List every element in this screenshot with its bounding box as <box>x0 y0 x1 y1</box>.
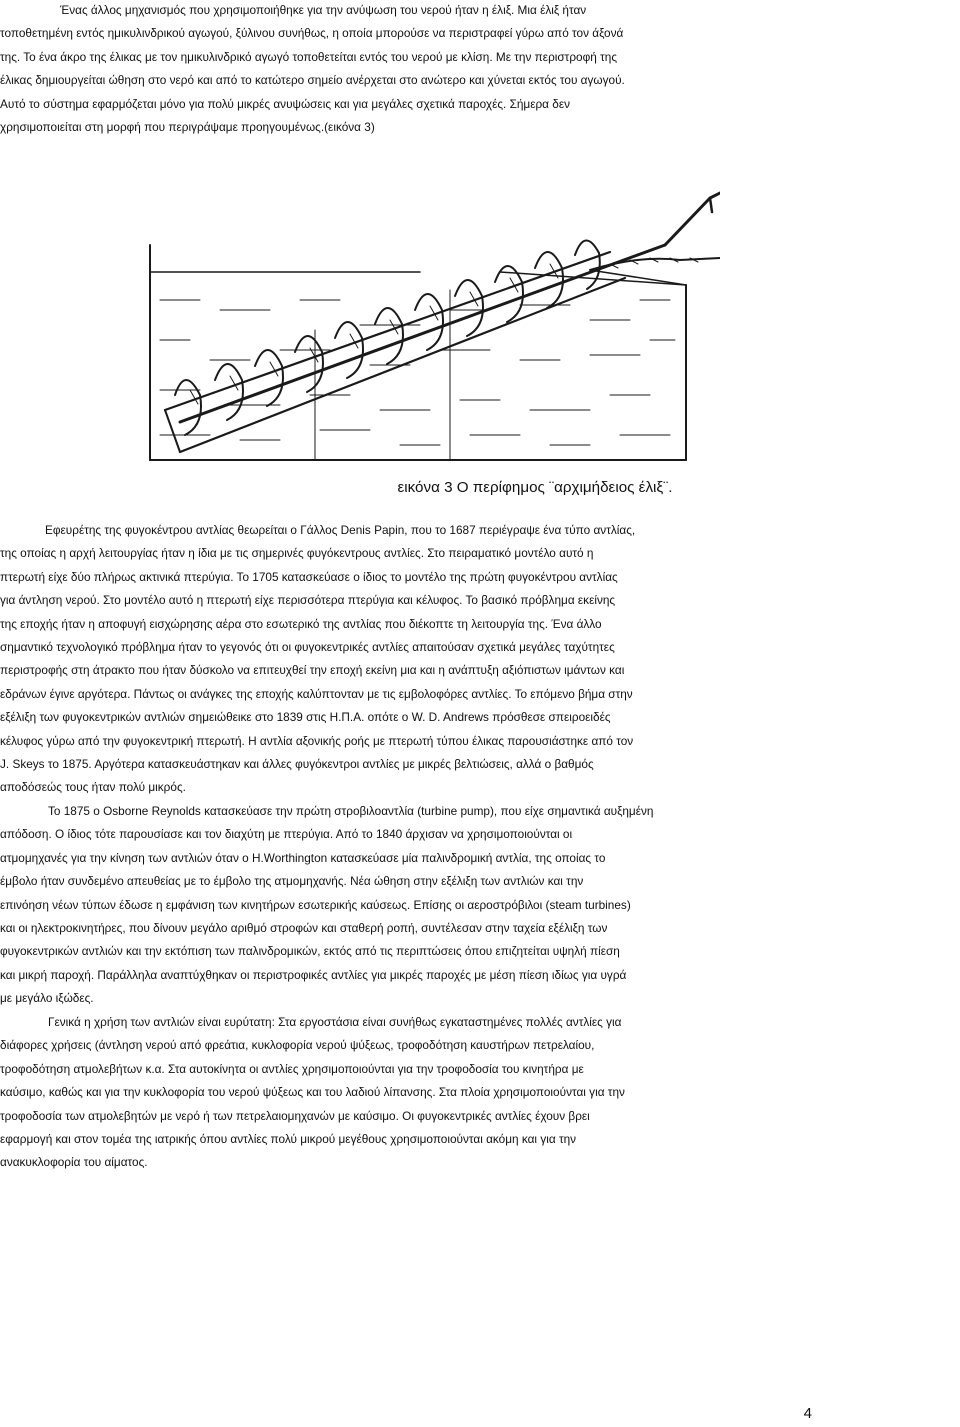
text-line: της. Το ένα άκρο της έλικας με τον ημικυλινδρικό αγωγό τοποθετείται εντός του νερού με κλίση. Με την περιστροφή της <box>0 49 618 64</box>
text-line: και μικρή παροχή. Παράλληλα αναπτύχθηκαν οι περιστροφικές αντλίες για μικρές παροχές με μέση πίεση ιδίως για υγρά <box>0 967 627 982</box>
text-line: Εφευρέτης της φυγοκέντρου αντλίας θεωρείται ο Γάλλος Denis Papin, που το 1687 περιέγραψε ένα τύπο αντλίας, <box>45 523 636 537</box>
text-line: Γενικά η χρήση των αντλιών είναι ευρύτατη: Στα εργοστάσια είναι συνήθως εγκαταστημένες πολλές αντλίες για <box>48 1015 622 1029</box>
text-line: εδράνων έγινε αργότερα. Πάντως οι ανάγκες της εποχής καλύπτονταν με τις εμβολοφόρες αντλίες. Το επόμενο βήμα στην <box>0 686 633 701</box>
archimedes-screw-drawing <box>120 160 720 478</box>
text-line: J. Skeys το 1875. Αργότερα κατασκευάστηκαν και άλλες φυγόκεντροι αντλίες με μικρές βελτιώσεις, αλλά ο βαθμός <box>0 757 594 772</box>
text-line: με μεγάλο ιξώδες. <box>0 991 94 1006</box>
text-line: επινόηση νέων τύπων έδωσε η εμφάνιση των κινητήρων εσωτερικής καύσεως. Επίσης οι αεροστρόβιλοι (steam turbines) <box>0 897 631 912</box>
text-line: για άντληση νερού. Στο μοντέλο αυτό η πτερωτή είχε περισσότερα πτερύγια και κέλυφος. Το βασικό πρόβλημα εκείνης <box>0 593 616 608</box>
text-line: ατμομηχανές για την κίνηση των αντλιών όταν ο H.Worthington κατασκεύασε μία παλινδρομική αντλία, της οποίας το <box>0 850 606 865</box>
uses-paragraph <box>0 1011 960 1175</box>
text-line: σημαντικό τεχνολογικό πρόβλημα ήταν το γεγονός ότι οι φυγοκεντρικές αντλίες απαιτούσαν σχετικά μεγάλες ταχύτητες <box>0 640 615 655</box>
text-line: έμβολο ήταν συνδεμένο απευθείας με το έμβολο της ατμομηχανής. Νέα ώθηση στην εξέλιξη των αντλιών και την <box>0 874 584 889</box>
text-line: απόδοση. Ο ίδιος τότε παρουσίασε και τον διαχύτη με πτερύγια. Από το 1840 άρχισαν να χρησιμοποιούνται οι <box>0 827 573 842</box>
text-line: της εποχής ήταν η αποφυγή εισχώρησης αέρα στο εσωτερικό της αντλίας που διέκοπτε τη λειτουργία της. Ένα άλλο <box>0 616 602 631</box>
text-line: κέλυφος γύρω από την φυγοκεντρική πτερωτή. Η αντλία αξονικής ροής με πτερωτή τύπου έλικας παρουσιάστηκε από τον <box>0 733 634 748</box>
text-line: της οποίας η αρχή λειτουργίας ήταν η ίδια με τις σημερινές φυγόκεντρους αντλίες. Στο πειραματικό μοντέλο αυτό η <box>0 546 594 561</box>
text-line: Το 1875 ο Osborne Reynolds κατασκεύασε την πρώτη στροβιλοαντλία (turbine pump), που είχε σημαντικά αυξημένη <box>48 804 654 818</box>
figure-caption: εικόνα 3 Ο περίφημος ¨αρχιμήδειος έλιξ¨. <box>397 479 673 496</box>
text-line: καύσιμο, καθώς και για την κυκλοφορία του νερού ψύξεως και του λαδιού λίπανσης. Στα πλοία χρησιμοποιούνται για την <box>0 1085 625 1100</box>
text-line: ανακυκλοφορία του αίματος. <box>0 1155 148 1170</box>
text-line: και οι ηλεκτροκινητήρες, που δίνουν μεγάλο αριθμό στροφών και σταθερή ροπή, συντέλεσαν στην ταχεία εξέλιξη των <box>0 921 608 936</box>
intro-paragraph <box>0 0 960 139</box>
text-line: τροφοδότηση ατμολεβήτων κ.α. Στα αυτοκίνητα οι αντλίες χρησιμοποιούνται για την τροφοδοσία του κινητήρα με <box>0 1061 584 1076</box>
text-line: διάφορες χρήσεις (άντληση νερού από φρεάτια, κυκλοφορία νερού ψύξεως, τροφοδότηση καυστήρων πετρελαίου, <box>0 1038 595 1053</box>
text-line: εφαρμογή και στον τομέα της ιατρικής όπου αντλίες πολύ μικρού μεγέθους χρησιμοποιούνται ακόμη και για την <box>0 1132 577 1147</box>
text-line: τοποθετημένη εντός ημικυλινδρικού αγωγού, ξύλινου συνήθως, η οποία μπορούσε να περιστραφεί γύρω από τον άξονά <box>0 26 624 41</box>
text-line: πτερωτή είχε δύο πλήρως ακτινικά πτερύγια. Το 1705 κατασκεύασε ο ίδιος το μοντέλο της πρώτη φυγοκέντρου αντλίας <box>0 569 618 584</box>
text-line: Αυτό το σύστημα εφαρμόζεται μόνο για πολύ μικρές ανυψώσεις και για μεγάλες σχετικά παροχές. Σήμερα δεν <box>0 96 571 111</box>
text-line: έλικας δημιουργείται ώθηση στο νερό και από το κατώτερο σημείο ανέρχεται στο ανώτερο και χύνεται εκτός του αγωγού. <box>0 73 625 88</box>
text-line: τροφοδοσία των ατμολεβητών με νερό ή των πετρελαιομηχανών με καύσιμο. Οι φυγοκεντρικές αντλίες έχουν βρει <box>0 1108 590 1123</box>
text-line: εξέλιξη των φυγοκεντρικών αντλιών σημειώθεικε στο 1839 στις Η.Π.Α. οπότε ο W. D. Andrews πρόσθεσε σπειροειδές <box>0 710 611 725</box>
text-line: Ένας άλλος μηχανισμός που χρησιμοποιήθηκε για την ανύψωση του νερού ήταν η έλιξ. Μια έλιξ ήταν <box>60 3 587 17</box>
text-line: αποδόσεώς τους ήταν πολύ μικρός. <box>0 780 186 795</box>
papin-paragraph <box>0 519 960 800</box>
archimedes-screw-figure <box>120 160 720 478</box>
text-line: περιστροφής στη άτρακτο που ήταν δύσκολο να επιτευχθεί την εποχή εκείνη μια και η ανάπτυξη αξιόπιστων ιμάντων και <box>0 663 625 678</box>
reynolds-paragraph <box>0 800 960 1011</box>
page-number: 4 <box>803 1405 812 1422</box>
text-line: φυγοκεντρικών αντλιών και την εκτόπιση των παλινδρομικών, εκτός από τις περιπτώσεις όπου επιζητείται υψηλή πίεση <box>0 944 620 959</box>
text-line: χρησιμοποιείται στη μορφή που περιγράψαμε προηγουμένως.(εικόνα 3) <box>0 120 375 135</box>
